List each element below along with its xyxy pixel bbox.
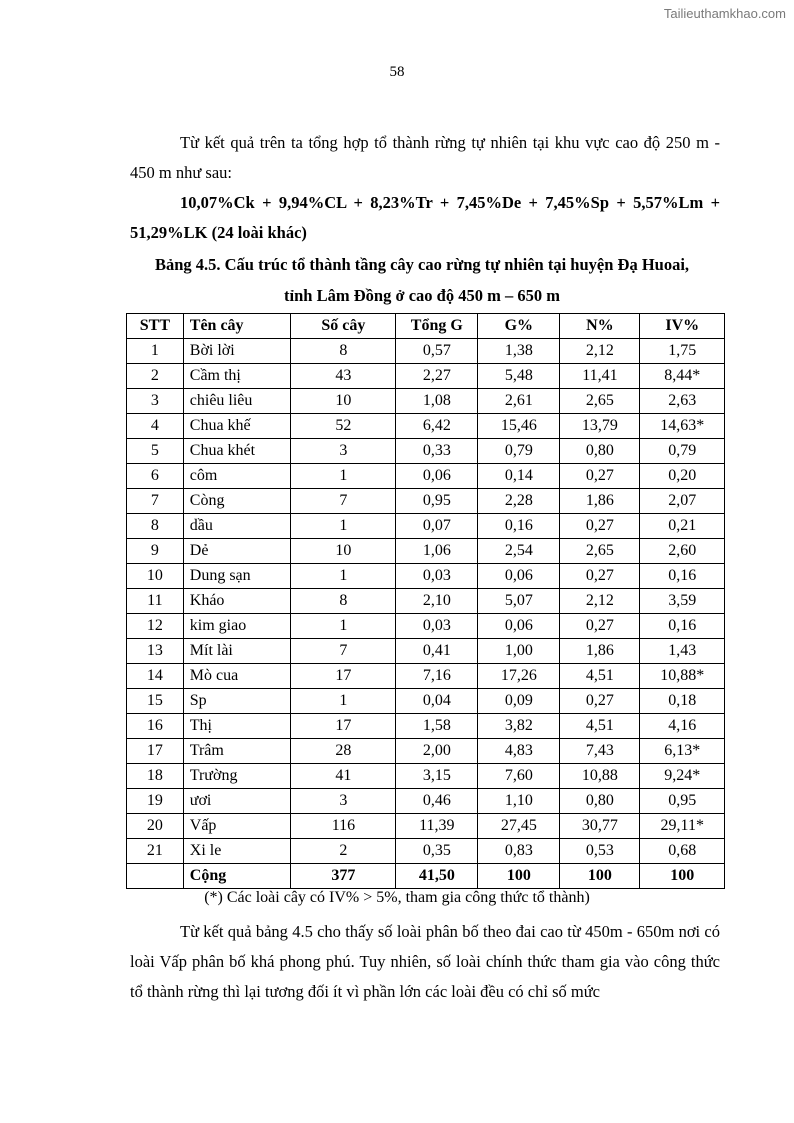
cell-iv-percent: 0,20 [640,464,725,489]
cell-iv-percent: 2,63 [640,389,725,414]
table-header-row [127,314,725,339]
cell-species-name: Dẻ [183,539,291,564]
cell-total-g: 0,95 [396,489,478,514]
cell-g-percent: 27,45 [478,814,560,839]
table-row [127,789,725,814]
table-row [127,689,725,714]
conclusion-paragraph: Từ kết quả bảng 4.5 cho thấy số loài phân bố theo đai cao từ 450m - 650m nơi có loài Vấp phân bố khá phong phú. Tuy nhiên, số loài chính thức tham gia vào công thức tổ thành rừng thì lại tương đối ít vì phần lớn các loài đều có chỉ số mức [130,922,720,1001]
cell-tree-count: 52 [291,414,396,439]
table-row [127,589,725,614]
cell-tree-count: 1 [291,564,396,589]
cell-iv-percent: 9,24* [640,764,725,789]
table-row [127,664,725,689]
cell-iv-percent: 0,21 [640,514,725,539]
cell-g-percent: 1,38 [478,339,560,364]
cell-iv-percent: 0,68 [640,839,725,864]
cell-total-g: 0,04 [396,689,478,714]
cell-tree-count: 7 [291,489,396,514]
cell-iv-percent: 2,07 [640,489,725,514]
cell-g-percent: 0,79 [478,439,560,464]
cell-total-g: 3,15 [396,764,478,789]
table-row [127,639,725,664]
cell-tree-count: 2 [291,839,396,864]
total-n-percent: 100 [560,864,640,889]
cell-total-g: 11,39 [396,814,478,839]
species-composition-table [126,313,725,889]
cell-tree-count: 1 [291,614,396,639]
table-row [127,839,725,864]
cell-iv-percent: 0,95 [640,789,725,814]
cell-stt: 19 [127,789,184,814]
cell-iv-percent: 29,11* [640,814,725,839]
table-row [127,564,725,589]
cell-total-g: 2,27 [396,364,478,389]
table-row [127,614,725,639]
cell-stt: 17 [127,739,184,764]
cell-total-g: 0,41 [396,639,478,664]
watermark: Tailieuthamkhao.com [663,6,786,21]
cell-iv-percent: 14,63* [640,414,725,439]
table-note: (*) Các loài cây có IV% > 5%, tham gia công thức tổ thành) [204,889,590,906]
cell-g-percent: 3,82 [478,714,560,739]
cell-total-g: 7,16 [396,664,478,689]
cell-n-percent: 2,65 [560,389,640,414]
cell-species-name: Kháo [183,589,291,614]
cell-stt: 6 [127,464,184,489]
page-number: 58 [389,64,405,80]
header-iv-percent: IV% [640,314,725,339]
cell-stt: 3 [127,389,184,414]
cell-n-percent: 0,27 [560,514,640,539]
cell-tree-count: 17 [291,664,396,689]
table-row [127,514,725,539]
cell-n-percent: 4,51 [560,714,640,739]
cell-species-name: Trâm [183,739,291,764]
cell-g-percent: 2,61 [478,389,560,414]
cell-species-name: kim giao [183,614,291,639]
header-tree-count: Số cây [291,314,396,339]
cell-stt: 9 [127,539,184,564]
cell-g-percent: 1,00 [478,639,560,664]
cell-g-percent: 17,26 [478,664,560,689]
cell-g-percent: 2,54 [478,539,560,564]
header-n-percent: N% [560,314,640,339]
table-row [127,364,725,389]
cell-g-percent: 0,16 [478,514,560,539]
cell-g-percent: 1,10 [478,789,560,814]
cell-stt: 12 [127,614,184,639]
cell-species-name: ươi [183,789,291,814]
cell-tree-count: 10 [291,389,396,414]
cell-iv-percent: 1,43 [640,639,725,664]
cell-n-percent: 11,41 [560,364,640,389]
cell-stt: 11 [127,589,184,614]
cell-g-percent: 0,09 [478,689,560,714]
table-row [127,439,725,464]
cell-stt: 20 [127,814,184,839]
cell-iv-percent: 0,16 [640,564,725,589]
cell-tree-count: 1 [291,514,396,539]
cell-n-percent: 0,53 [560,839,640,864]
cell-tree-count: 28 [291,739,396,764]
table-row [127,539,725,564]
cell-tree-count: 8 [291,339,396,364]
cell-species-name: Dung sạn [183,564,291,589]
cell-total-g: 0,46 [396,789,478,814]
table-row [127,714,725,739]
cell-iv-percent: 3,59 [640,589,725,614]
cell-tree-count: 1 [291,464,396,489]
cell-stt: 15 [127,689,184,714]
cell-g-percent: 0,06 [478,614,560,639]
cell-species-name: Bời lời [183,339,291,364]
header-stt: STT [127,314,184,339]
cell-stt: 8 [127,514,184,539]
cell-n-percent: 2,65 [560,539,640,564]
cell-species-name: Mít lài [183,639,291,664]
header-species-name: Tên cây [183,314,291,339]
cell-total-g: 0,03 [396,614,478,639]
cell-tree-count: 17 [291,714,396,739]
cell-total-g: 0,03 [396,564,478,589]
cell-species-name: Chua khét [183,439,291,464]
cell-n-percent: 0,80 [560,439,640,464]
cell-total-g: 0,57 [396,339,478,364]
cell-species-name: côm [183,464,291,489]
cell-tree-count: 8 [291,589,396,614]
cell-stt: 13 [127,639,184,664]
cell-n-percent: 1,86 [560,489,640,514]
cell-stt: 1 [127,339,184,364]
cell-species-name: dầu [183,514,291,539]
cell-iv-percent: 6,13* [640,739,725,764]
cell-n-percent: 30,77 [560,814,640,839]
table-row [127,489,725,514]
table-row [127,739,725,764]
cell-stt: 5 [127,439,184,464]
cell-stt: 10 [127,564,184,589]
cell-stt: 18 [127,764,184,789]
cell-n-percent: 0,80 [560,789,640,814]
total-species-name: Cộng [183,864,291,889]
cell-g-percent: 4,83 [478,739,560,764]
cell-total-g: 1,58 [396,714,478,739]
cell-g-percent: 0,14 [478,464,560,489]
cell-species-name: Mò cua [183,664,291,689]
table-row [127,814,725,839]
cell-total-g: 6,42 [396,414,478,439]
cell-species-name: Trường [183,764,291,789]
cell-n-percent: 0,27 [560,614,640,639]
table-caption-line-2: tỉnh Lâm Đồng ở cao độ 450 m – 650 m [284,286,560,305]
table-total-row [127,864,725,889]
cell-g-percent: 0,83 [478,839,560,864]
cell-species-name: Sp [183,689,291,714]
cell-n-percent: 0,27 [560,464,640,489]
total-iv-percent: 100 [640,864,725,889]
cell-stt: 16 [127,714,184,739]
total-total-g: 41,50 [396,864,478,889]
cell-n-percent: 10,88 [560,764,640,789]
cell-total-g: 1,08 [396,389,478,414]
header-total-g: Tổng G [396,314,478,339]
header-g-percent: G% [478,314,560,339]
cell-n-percent: 2,12 [560,589,640,614]
total-tree-count: 377 [291,864,396,889]
table-row [127,764,725,789]
table-row [127,389,725,414]
cell-species-name: chiêu liêu [183,389,291,414]
cell-tree-count: 116 [291,814,396,839]
cell-iv-percent: 0,16 [640,614,725,639]
cell-n-percent: 13,79 [560,414,640,439]
cell-species-name: Vấp [183,814,291,839]
cell-total-g: 0,07 [396,514,478,539]
cell-tree-count: 3 [291,789,396,814]
cell-n-percent: 0,27 [560,689,640,714]
table-row [127,414,725,439]
cell-stt: 21 [127,839,184,864]
cell-stt: 2 [127,364,184,389]
cell-g-percent: 7,60 [478,764,560,789]
cell-g-percent: 2,28 [478,489,560,514]
cell-iv-percent: 8,44* [640,364,725,389]
cell-n-percent: 0,27 [560,564,640,589]
cell-stt: 14 [127,664,184,689]
table-caption-line-1: Bảng 4.5. Cấu trúc tổ thành tầng cây cao rừng tự nhiên tại huyện Đạ Huoai, [154,255,690,274]
cell-g-percent: 5,07 [478,589,560,614]
table-row [127,464,725,489]
total-g-percent: 100 [478,864,560,889]
cell-species-name: Chua khế [183,414,291,439]
cell-tree-count: 43 [291,364,396,389]
total-stt [127,864,184,889]
table-row [127,339,725,364]
cell-tree-count: 7 [291,639,396,664]
cell-iv-percent: 10,88* [640,664,725,689]
cell-n-percent: 4,51 [560,664,640,689]
cell-iv-percent: 4,16 [640,714,725,739]
cell-iv-percent: 1,75 [640,339,725,364]
cell-tree-count: 1 [291,689,396,714]
cell-g-percent: 15,46 [478,414,560,439]
cell-tree-count: 3 [291,439,396,464]
cell-total-g: 2,10 [396,589,478,614]
cell-total-g: 2,00 [396,739,478,764]
cell-iv-percent: 0,79 [640,439,725,464]
cell-species-name: Xi le [183,839,291,864]
cell-species-name: Thị [183,714,291,739]
cell-total-g: 0,35 [396,839,478,864]
cell-stt: 7 [127,489,184,514]
cell-species-name: Cầm thị [183,364,291,389]
cell-n-percent: 7,43 [560,739,640,764]
cell-iv-percent: 0,18 [640,689,725,714]
intro-paragraph: Từ kết quả trên ta tổng hợp tổ thành rừng tự nhiên tại khu vực cao độ 250 m - 450 m như sau: [130,133,720,182]
cell-g-percent: 5,48 [478,364,560,389]
cell-g-percent: 0,06 [478,564,560,589]
cell-tree-count: 10 [291,539,396,564]
cell-total-g: 0,33 [396,439,478,464]
cell-tree-count: 41 [291,764,396,789]
cell-n-percent: 2,12 [560,339,640,364]
cell-stt: 4 [127,414,184,439]
cell-iv-percent: 2,60 [640,539,725,564]
cell-n-percent: 1,86 [560,639,640,664]
cell-species-name: Còng [183,489,291,514]
cell-total-g: 1,06 [396,539,478,564]
cell-total-g: 0,06 [396,464,478,489]
composition-formula: 10,07%Ck + 9,94%CL + 8,23%Tr + 7,45%De + 7,45%Sp + 5,57%Lm + 51,29%LK (24 loài khác) [130,193,720,242]
